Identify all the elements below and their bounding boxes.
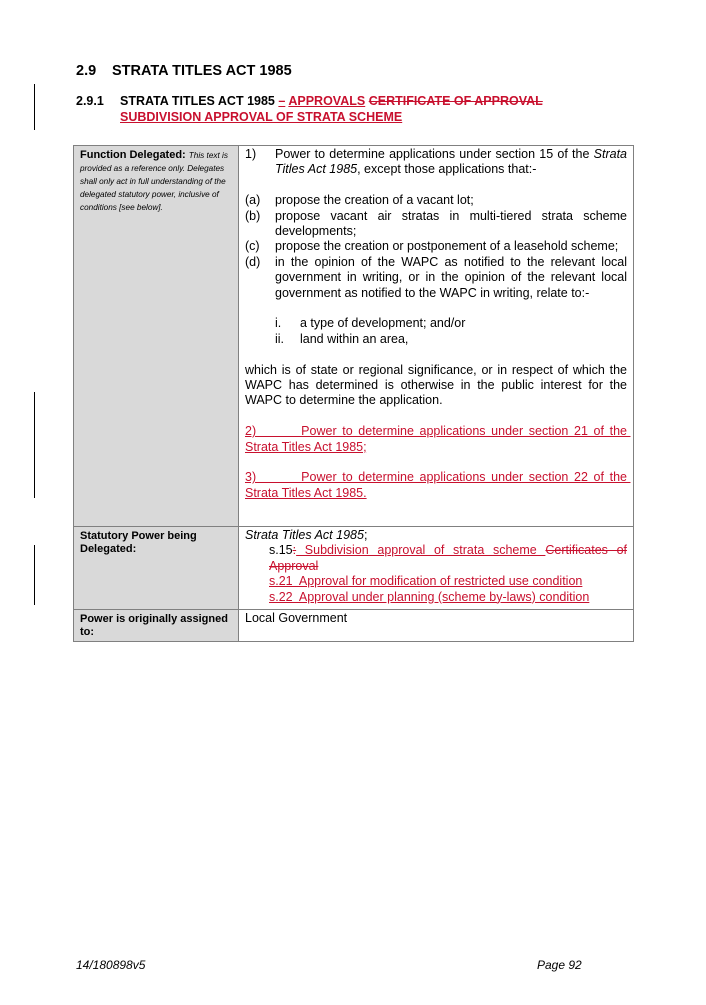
act-name: Strata Titles Act 1985 bbox=[245, 528, 364, 542]
list-item: (d) in the opinion of the WAPC as notified to the relevant local government in writing, or in the opinion of the relevant local government as notified to the WAPC in writing, relate to:- bbox=[245, 254, 627, 300]
statutory-power-row bbox=[74, 527, 634, 610]
subsection-heading bbox=[76, 93, 632, 125]
power-assigned-row bbox=[74, 610, 634, 642]
statutory-power-label: Statutory Power being Delegated: bbox=[74, 527, 239, 610]
change-bar bbox=[34, 392, 35, 498]
change-bar bbox=[34, 545, 35, 605]
closing-paragraph: which is of state or regional significance, or in respect of which the WAPC has determined is otherwise in the public interest for the WAPC to determine the application. bbox=[245, 362, 627, 408]
statutory-power-value-cell: Strata Titles Act 1985; s.15: Subdivision approval of strata scheme Certificates of Approval s.21 Approval for modification of restricted use condition s.22 Approval under planning (scheme by-laws) condition bbox=[239, 527, 634, 610]
delegation-table bbox=[73, 145, 634, 642]
list-item: (b) propose vacant air stratas in multi-tiered strata scheme developments; bbox=[245, 208, 627, 239]
roman-item: i. a type of development; and/or bbox=[275, 316, 466, 331]
inserted-approvals: APPROVALS bbox=[288, 94, 366, 108]
list-item: (a) propose the creation of a vacant lot; bbox=[245, 193, 474, 208]
power-assigned-label: Power is originally assigned to: bbox=[74, 610, 239, 642]
power-item-3: 3) Power to determine applications under section 22 of the Strata Titles Act 1985. bbox=[245, 470, 631, 500]
power-item-1: 1) Power to determine applications under section 15 of the Strata Titles Act 1985, except those applications that:- bbox=[245, 147, 627, 177]
section-title: STRATA TITLES ACT 1985 bbox=[112, 63, 292, 79]
inserted-dash: – bbox=[278, 94, 286, 108]
roman-item: ii. land within an area, bbox=[275, 331, 409, 346]
footer-page-number: Page 92 bbox=[537, 958, 582, 972]
function-delegated-row bbox=[74, 146, 634, 527]
function-delegated-label: Function Delegated: bbox=[80, 149, 186, 161]
power-assigned-value: Local Government bbox=[239, 610, 634, 642]
section-15-line: s.15: Subdivision approval of strata scheme Certificates of Approval bbox=[269, 543, 628, 573]
subsection-number: 2.9.1 bbox=[76, 94, 104, 108]
section-21-line: s.21 Approval for modification of restricted use condition bbox=[269, 574, 583, 589]
inserted-new-title: SUBDIVISION APPROVAL OF STRATA SCHEME bbox=[120, 110, 403, 124]
section-22-line: s.22 Approval under planning (scheme by-laws) condition bbox=[269, 589, 590, 604]
section-heading bbox=[76, 63, 292, 79]
function-delegated-label-cell bbox=[74, 146, 239, 527]
section-number: 2.9 bbox=[76, 63, 97, 79]
subsection-title: STRATA TITLES ACT 1985 bbox=[120, 94, 275, 108]
function-delegated-note: This text is provided as a reference only. Delegates shall only act in full understanding of the delegated statutory power, inclusive of conditions [see below]. bbox=[80, 151, 228, 212]
list-item: (c) propose the creation or postponement of a leasehold scheme; bbox=[245, 239, 619, 254]
function-delegated-value-cell bbox=[239, 146, 634, 527]
deleted-certificate: CERTIFICATE OF APPROVAL bbox=[368, 94, 543, 108]
change-bar bbox=[34, 84, 35, 130]
footer-doc-ref: 14/180898v5 bbox=[76, 958, 146, 972]
power-item-2: 2) Power to determine applications under section 21 of the Strata Titles Act 1985; bbox=[245, 424, 631, 454]
